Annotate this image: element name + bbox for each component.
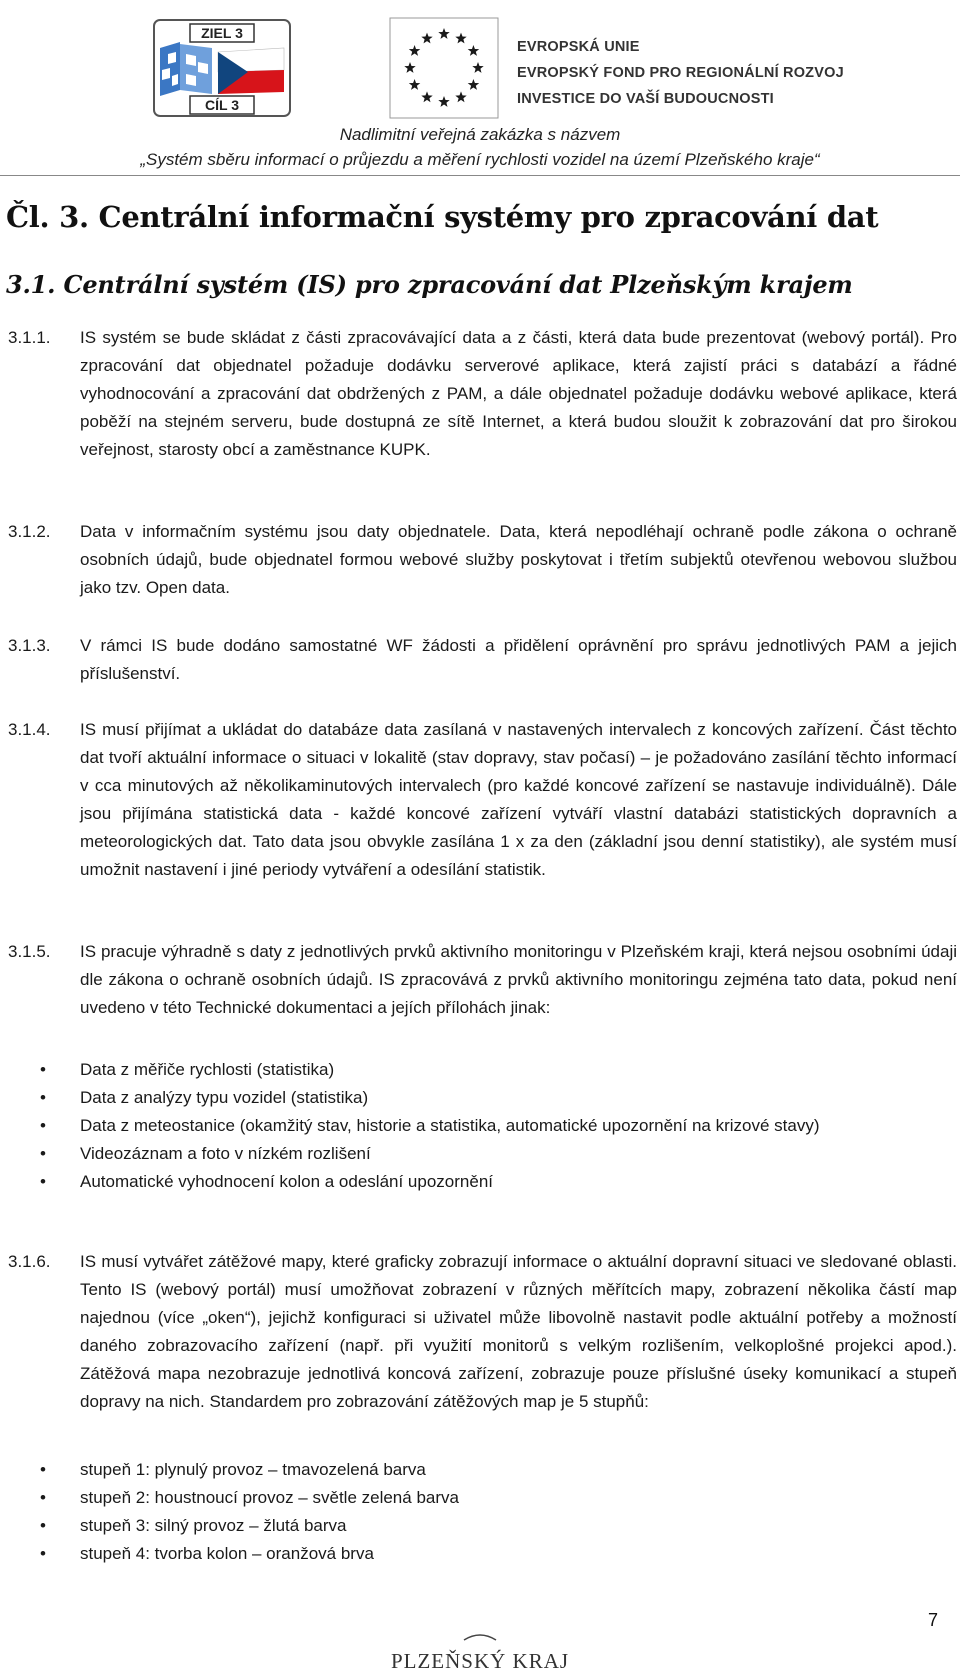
eu-line-3: INVESTICE DO VAŠÍ BUDOUCNOSTI xyxy=(517,91,774,107)
paragraph-3-1-3 xyxy=(8,632,958,688)
paragraph-number: 3.1.4. xyxy=(8,720,51,739)
paragraph-number: 3.1.5. xyxy=(8,942,51,961)
bullet-icon: • xyxy=(40,1088,46,1107)
eu-line-2: EVROPSKÝ FOND PRO REGIONÁLNÍ ROZVOJ xyxy=(517,65,844,81)
logo-arc-icon xyxy=(464,1635,496,1640)
plzensky-kraj-logo xyxy=(360,1630,600,1676)
list-item-text: Videozáznam a foto v nízkém rozlišení xyxy=(80,1144,371,1163)
bullet-icon: • xyxy=(40,1544,46,1563)
list-item-text: stupeň 4: tvorba kolon – oranžová brva xyxy=(80,1544,374,1563)
list-item xyxy=(8,1456,958,1484)
bullet-icon: • xyxy=(40,1172,46,1191)
paragraph-text: IS pracuje výhradně s daty z jednotlivých prvků aktivního monitoringu v Plzeňském kraji, která nejsou osobními údaji dle zákona o ochraně osobních údajů. IS zpracovává z prvků aktivního monitoringu zejména tato data, pokud není uvedeno v této Technické dokumentaci a jejích přílohách jinak: xyxy=(80,942,957,1017)
list-item-text: stupeň 3: silný provoz – žlutá barva xyxy=(80,1516,347,1535)
paragraph-3-1-1 xyxy=(8,324,958,492)
paragraph-number: 3.1.3. xyxy=(8,636,51,655)
list-item xyxy=(8,1140,958,1168)
paragraph-3-1-5 xyxy=(8,938,958,1050)
list-item xyxy=(8,1112,958,1140)
list-item-text: stupeň 1: plynulý provoz – tmavozelená barva xyxy=(80,1460,426,1479)
paragraph-number: 3.1.6. xyxy=(8,1252,51,1271)
tender-subtitle-line-2: „Systém sběru informací o průjezdu a měření rychlosti vozidel na území Plzeňského kraje“ xyxy=(140,150,820,169)
eu-line-1: EVROPSKÁ UNIE xyxy=(517,39,640,55)
ziel-logo-top-text: ZIEL 3 xyxy=(201,25,243,41)
tender-subtitle-line-1: Nadlimitní veřejná zakázka s názvem xyxy=(339,125,621,144)
list-item xyxy=(8,1484,958,1512)
paragraph-3-1-4 xyxy=(8,716,958,912)
traffic-levels-list xyxy=(8,1456,958,1568)
czech-flag-icon xyxy=(218,48,284,94)
bullet-icon: • xyxy=(40,1116,46,1135)
list-item-text: Data z meteostanice (okamžitý stav, historie a statistika, automatické upozornění na krizové stavy) xyxy=(80,1116,820,1135)
bavarian-flag-icon xyxy=(160,42,212,96)
list-item-text: Data z analýzy typu vozidel (statistika) xyxy=(80,1088,369,1107)
ziel-logo-bottom-text: CÍL 3 xyxy=(205,97,239,113)
list-item xyxy=(8,1512,958,1540)
paragraph-text: Data v informačním systému jsou daty objednatele. Data, která nepodléhají ochraně podle zákona o ochraně osobních údajů, bude objednatel formou webové služby poskytovat i třetím subjektů otevřenou webovou službou jako tzv. Open data. xyxy=(80,522,957,597)
list-item-text: Data z měřiče rychlosti (statistika) xyxy=(80,1060,335,1079)
paragraph-text: V rámci IS bude dodáno samostatné WF žádosti a přidělení oprávnění pro správu jednotlivých PAM a jejich příslušenství. xyxy=(80,636,957,683)
paragraph-text: IS musí vytvářet zátěžové mapy, které graficky zobrazují informace o aktuální dopravní situaci ve sledované oblasti. Tento IS (webový portál) musí umožňovat zobrazení v různých měřítcích mapy, zobrazení několika částí map najednou (více „oken“), jejichž konfiguraci si uživatel může libovolně nastavit podle aktuální potřeby a možností daného zobrazovacího zařízení (např. při využití monitorů s velkým rozlišením, velkoplošné projekci apod.). Zátěžová mapa nezobrazuje jednotlivá koncová zařízení, zobrazuje pouze příslušné úseky komunikací a stupeň dopravy na nich. Standardem pro zobrazování zátěžových map je 5 stupňů: xyxy=(80,1252,957,1411)
footer-logo-text: PLZEŇSKÝ KRAJ xyxy=(390,1649,570,1673)
paragraph-number: 3.1.1. xyxy=(8,328,51,347)
eu-flag-icon xyxy=(388,16,500,120)
paragraph-number: 3.1.2. xyxy=(8,522,51,541)
bullet-icon: • xyxy=(40,1460,46,1479)
chapter-heading: Čl. 3. Centrální informační systémy pro zpracování dat xyxy=(6,200,879,234)
bullet-icon: • xyxy=(40,1060,46,1079)
paragraph-3-1-2 xyxy=(8,518,958,602)
ziel3-logo xyxy=(152,18,292,118)
list-item xyxy=(8,1540,958,1568)
data-types-list xyxy=(8,1056,958,1196)
bullet-icon: • xyxy=(40,1144,46,1163)
list-item-text: Automatické vyhodnocení kolon a odeslání upozornění xyxy=(80,1172,493,1191)
list-item xyxy=(8,1056,958,1084)
paragraph-text: IS musí přijímat a ukládat do databáze data zasílaná v nastavených intervalech z koncových zařízení. Část těchto dat tvoří aktuální informace o situaci v lokalitě (stav dopravy, stav počasí) – je požadováno zasílání těchto informací v cca minutových až několikaminutových intervalech (pro každé koncové zařízení se nastavuje individuálně). Dále jsou přijímána statistická data - každé koncové zařízení vytváří vlastní databázi statistických dopravních a meteorologických dat. Tato data jsou obvykle zasílána 1 x za den (základní jsou denní statistiky), ale systém musí umožnit nastavení i jiné periody vytváření a odesílání statistik. xyxy=(80,720,957,879)
paragraph-3-1-6 xyxy=(8,1248,958,1416)
bullet-icon: • xyxy=(40,1516,46,1535)
list-item xyxy=(8,1084,958,1112)
header-logos xyxy=(0,12,960,122)
paragraph-text: IS systém se bude skládat z části zpracovávající data a z části, která data bude prezentovat (webový portál). Pro zpracování dat objednatel požaduje dodávku serverové aplikace, která zajistí práci s databází a řádné vyhodnocování a zpracování dat obdržených z PAM, a dále objednatel požaduje dodávku webové aplikace, která poběží na stejném serveru, bude dostupná ze sítě Internet, a která budou sloužit k zobrazování dat pro širokou veřejnost, starosty obcí a zaměstnance KUPK. xyxy=(80,328,957,459)
header-divider xyxy=(0,175,960,176)
eu-text-block xyxy=(517,34,844,112)
section-heading: 3.1. Centrální systém (IS) pro zpracování dat Plzeňským krajem xyxy=(6,270,853,299)
bullet-icon: • xyxy=(40,1488,46,1507)
list-item-text: stupeň 2: houstnoucí provoz – světle zelená barva xyxy=(80,1488,459,1507)
page-number: 7 xyxy=(927,1610,938,1630)
list-item xyxy=(8,1168,958,1196)
